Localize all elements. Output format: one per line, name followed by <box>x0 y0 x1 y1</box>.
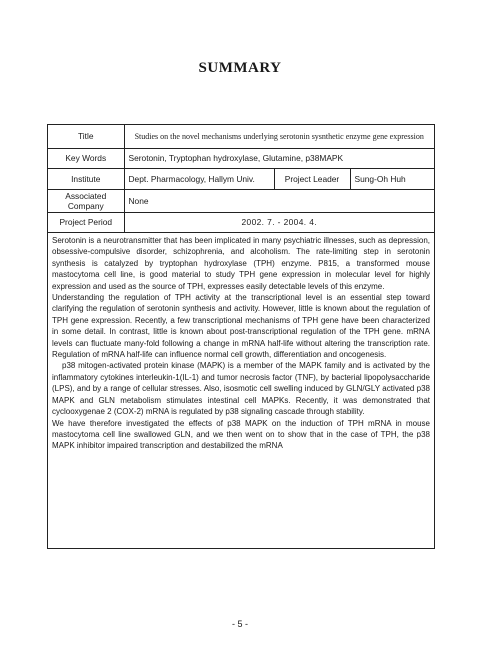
page-title: SUMMARY <box>198 60 282 76</box>
project-leader-label: Project Leader <box>274 169 350 190</box>
project-period-value: 2002. 7. - 2004. 4. <box>124 213 434 233</box>
page-number: - 5 - <box>231 619 248 629</box>
keywords-label: Key Words <box>48 149 124 169</box>
abstract-paragraph-3: p38 mitogen-activated protein kinase (MAPK) is a member of the MAPK family and is activated by the inflammatory cytokines interleukin-1(IL-1) and tumor necrosis factor (TNF), by bacterial lipopolysaccharide (LPS), and by a range of cellular stresses. Also, isosmotic cell swelling induced by GLN/GLY activated p38 MAPK and GLN metabolism stimulates intestinal cell MAPKs. Recently, it was demonstrated that cyclooxygenae 2 (COX-2) mRNA is regulated by p38 signaling cascade through stability. <box>52 361 430 417</box>
abstract-paragraph-2: Understanding the regulation of TPH activity at the transcriptional level is an essential step toward clarifying the regulation of serotonin synthesis and activity. However, little is known about the regulation of TPH gene expression. Recently, a few transcriptional mechanisms of TPH gene have been characterized in some detail. In contrast, little is known about post-transcriptional regulation of the TPH gene. mRNA levels can fluctuate many-fold following a change in mRNA half-life without altering the transcription rate. Regulation of mRNA half-life can influence normal cell growth, differentiation and oncogenesis. <box>52 293 430 360</box>
title-value: Studies on the novel mechanisms underlying serotonin sysnthetic enzyme gene expression <box>124 125 434 149</box>
project-info-table <box>48 125 434 233</box>
institute-value: Dept. Pharmacology, Hallym Univ. <box>124 169 274 190</box>
project-leader-value: Sung-Oh Huh <box>350 169 434 190</box>
abstract-body <box>48 233 434 452</box>
institute-row <box>48 169 434 190</box>
keywords-value: Serotonin, Tryptophan hydroxylase, Glutamine, p38MAPK <box>124 149 434 169</box>
title-label: Title <box>48 125 124 149</box>
associated-company-value: None <box>124 190 434 213</box>
project-period-row <box>48 213 434 233</box>
associated-company-row <box>48 190 434 213</box>
institute-label: Institute <box>48 169 124 190</box>
abstract-paragraph-4: We have therefore investigated the effects of p38 MAPK on the induction of TPH mRNA in mouse mastocytoma cell line swallowed GLN, and we then went on to show that in the case of TPH, the p38 MAPK inhibitor impaired transcription and destabilized the mRNA <box>52 418 430 451</box>
keywords-row <box>48 149 434 169</box>
abstract-paragraph-1: Serotonin is a neurotransmitter that has been implicated in many psychiatric illnesses, such as depression, obsessive-compulsive disorder, schizophrenia, and alcoholism. The rate-limiting step in serotonin synthesis is catalyzed by tryptophan hydroxylase (TPH) enzyme. P815, a transformed mouse mastocytoma cell line, is good material to study TPH gene expression in molecular level for highly expression and used as the source of TPH, expresses easily detectable levels of this enzyme. <box>52 236 430 291</box>
project-period-label: Project Period <box>48 213 124 233</box>
summary-sheet <box>47 124 435 549</box>
title-row <box>48 125 434 149</box>
associated-company-label: Associated Company <box>48 190 124 213</box>
